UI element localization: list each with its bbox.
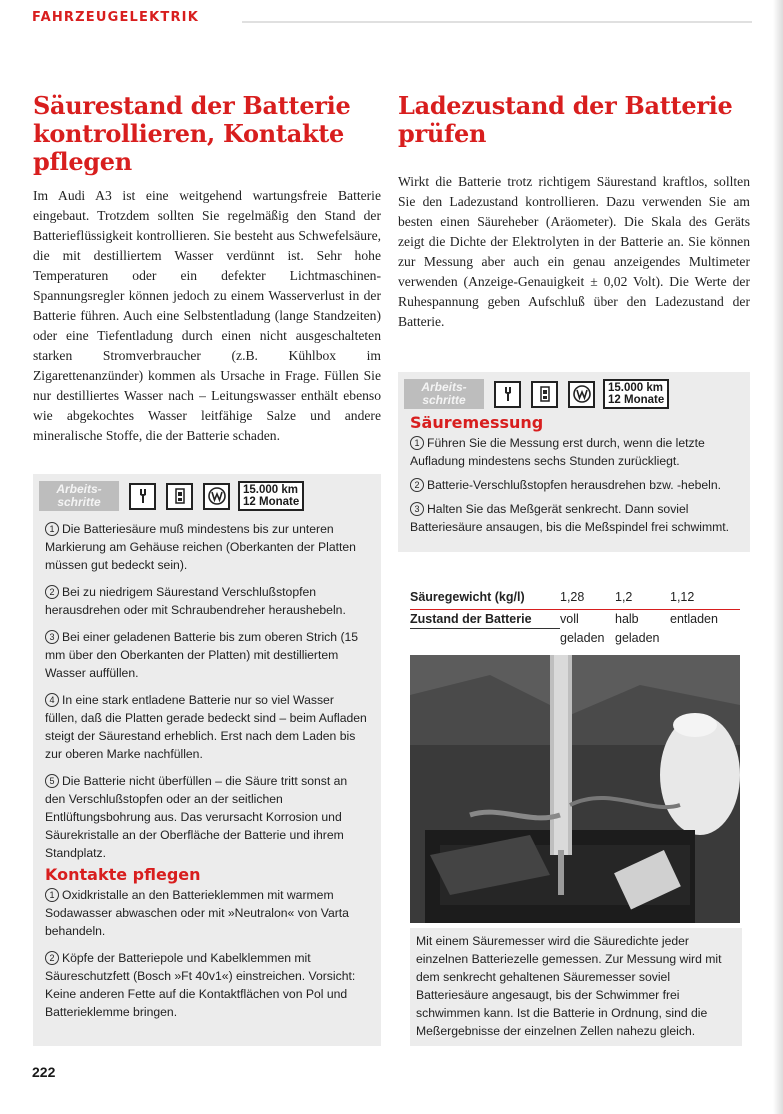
table-row-label-empty	[410, 631, 560, 649]
work-steps-tag	[39, 481, 119, 511]
list-item	[410, 476, 738, 494]
section-header	[32, 10, 752, 30]
list-item	[45, 772, 369, 862]
interval-km: 15.000 km	[243, 484, 298, 496]
battery-measurement-photo	[410, 655, 740, 923]
step-number: 2	[45, 585, 59, 599]
work-steps-tag-line1: Arbeits-	[421, 380, 467, 394]
step-text: Führen Sie die Messung erst durch, wenn die letzte Aufladung mindestens sechs Stunden zurückliegt.	[410, 436, 705, 468]
step-text: Die Batteriesäure muß mindestens bis zur unteren Markierung am Gehäuse reichen (Oberkanten der Platten müssen gut bedeckt sein).	[45, 522, 356, 572]
step-text: Bei einer geladenen Batterie bis zum oberen Strich (15 mm über den Oberkanten der Platten) mit destilliertem Wasser auffüllen.	[45, 630, 359, 680]
right-steps	[398, 414, 750, 536]
work-steps-tag-line2: schritte	[57, 495, 101, 509]
table-divider	[410, 609, 740, 610]
right-column	[398, 92, 750, 332]
step-text: Köpfe der Batteriepole und Kabelklemmen mit Säureschutzfett (Bosch »Ft 40v1«) einstreichen. Vorsicht: Keine anderen Fette auf die Kontaktflächen von Pol und Batterieklemme bringen.	[45, 951, 356, 1019]
wrench-icon	[494, 381, 521, 408]
acid-density-table	[410, 590, 740, 649]
table-cell: halb	[615, 612, 639, 626]
table-row-label: Säuregewicht (kg/l)	[410, 590, 525, 604]
table-cell: geladen	[560, 631, 605, 645]
step-number: 1	[410, 436, 424, 450]
left-column	[33, 92, 381, 446]
step-text: In eine stark entladene Batterie nur so viel Wasser füllen, daß die Platten gerade bedeckt sind – beim Aufladen steigt der Säurestand erheblich. Erst nach dem Laden bis zur oberen Marke nachfüllen.	[45, 693, 367, 761]
list-item	[45, 583, 369, 619]
acid-measurement-subheading: Säuremessung	[410, 413, 544, 432]
table-row	[410, 590, 740, 608]
work-steps-tag	[404, 379, 484, 409]
step-number: 3	[410, 502, 424, 516]
table-cell: 1,2	[615, 590, 633, 604]
work-steps-tag-line1: Arbeits-	[56, 482, 102, 496]
battery-gauge-icon	[166, 483, 193, 510]
left-work-steps-box	[33, 474, 381, 1046]
work-steps-header	[33, 474, 381, 516]
service-interval	[238, 481, 304, 511]
table-cell: 1,12	[670, 590, 695, 604]
interval-months: 12 Monate	[243, 496, 300, 508]
step-number: 3	[45, 630, 59, 644]
interval-km: 15.000 km	[608, 382, 663, 394]
step-text: Bei zu niedrigem Säurestand Verschlußstopfen herausdrehen oder mit Schraubendreher heraushebeln.	[45, 585, 346, 617]
step-number: 1	[45, 888, 59, 902]
table-cell: 1,28	[560, 590, 585, 604]
step-text: Die Batterie nicht überfüllen – die Säure tritt sonst an den Verschlußstopfen oder an der seitlichen Entlüftungsbohrung aus. Das verursacht Korrosion und Säurekristalle an der Oberfläche der Batterie und ihrem Standplatz.	[45, 774, 348, 860]
page-number: 222	[32, 1064, 56, 1080]
step-text: Oxidkristalle an den Batterieklemmen mit warmem Sodawasser abwaschen oder mit »Neutralon« von Varta behandeln.	[45, 888, 349, 938]
battery-gauge-icon	[531, 381, 558, 408]
list-item	[410, 500, 738, 536]
table-row	[410, 612, 740, 630]
page-edge-shadow	[773, 0, 783, 1114]
table-cell: geladen	[615, 631, 660, 645]
header-rule	[242, 21, 752, 23]
list-item	[45, 949, 369, 1021]
wrench-icon	[129, 483, 156, 510]
left-title: Säurestand der Batterie kontrollieren, Kontakte pflegen	[33, 91, 351, 176]
list-item	[45, 886, 369, 940]
right-title: Ladezustand der Batterie prüfen	[398, 91, 733, 148]
contacts-subheading: Kontakte pflegen	[45, 865, 201, 884]
photo-illustration	[410, 655, 740, 923]
step-number: 2	[410, 478, 424, 492]
list-item	[45, 691, 369, 763]
workshop-w-icon	[568, 381, 595, 408]
left-paragraph: Im Audi A3 ist eine weitgehend wartungsfreie Batterie eingebaut. Trotzdem sollten Sie regelmäßig den Stand der Batterieflüssigkeit kontrollieren. Sie besteht aus Schwefelsäure, die mit destilliertem Wasser verdünnt ist. Sehr hohe Temperaturen oder ein defekter Lichtmaschinen-Spannungsregler können jedoch zu einem Wasserverlust in der Batterie führen. Auch eine Selbstentladung (lange Standzeiten) oder eine Tiefentladung durch einen nicht ausgeschalteten starken Stromverbraucher (z.B. Kühlbox im Zigarettenanzünder) kommen als Ursache in Frage. Füllen Sie nur destilliertes Wasser nach – Leitungswasser enthält ebenso wie abgekochtes Wasser leitfähige Salze und andere mineralische Stoffe, die der Batterie schaden.	[33, 188, 381, 443]
left-steps	[33, 516, 381, 1021]
workshop-w-icon	[203, 483, 230, 510]
list-item	[45, 520, 369, 574]
section-title: FAHRZEUGELEKTRIK	[32, 10, 199, 25]
table-row-label: Zustand der Batterie	[410, 612, 532, 626]
photo-caption: Mit einem Säuremesser wird die Säuredichte jeder einzelnen Batteriezelle gemessen. Zur Messung wird mit dem senkrecht gehaltenen Säuremesser soviel Batteriesäure angesaugt, bis der Schwimmer frei schwimmen kann. Ist die Batterie in Ordnung, sind die Meßergebnisse der einzelnen Zellen nahezu gleich.	[410, 928, 742, 1046]
step-number: 1	[45, 522, 59, 536]
table-cell: voll	[560, 612, 579, 626]
step-text: Halten Sie das Meßgerät senkrecht. Dann soviel Batteriesäure ansaugen, bis die Meßspindel frei schwimmt.	[410, 502, 730, 534]
work-steps-tag-line2: schritte	[422, 393, 466, 407]
step-number: 2	[45, 951, 59, 965]
list-item	[45, 628, 369, 682]
step-number: 4	[45, 693, 59, 707]
list-item	[410, 434, 738, 470]
table-cell: entladen	[670, 612, 718, 626]
step-number: 5	[45, 774, 59, 788]
interval-months: 12 Monate	[608, 394, 665, 406]
work-steps-header	[398, 372, 750, 414]
step-text: Batterie-Verschlußstopfen herausdrehen bzw. -hebeln.	[427, 478, 722, 492]
right-paragraph: Wirkt die Batterie trotz richtigem Säurestand kraftlos, sollten Sie den Ladezustand kontrollieren. Dazu verwenden Sie am besten einen Säureheber (Aräometer). Die Skala des Geräts zeigt die Dichte der Elektrolyten in der Batterie an. Sie können zur Messung aber auch ein genau anzeigendes Multimeter verwenden (Anzeige-Genauigkeit ± 0,02 Volt). Die Werte der Ruhespannung geben Aufschluß über den Ladezustand der Batterie.	[398, 174, 750, 329]
table-row	[410, 631, 740, 649]
right-work-steps-box	[398, 372, 750, 552]
service-interval	[603, 379, 669, 409]
